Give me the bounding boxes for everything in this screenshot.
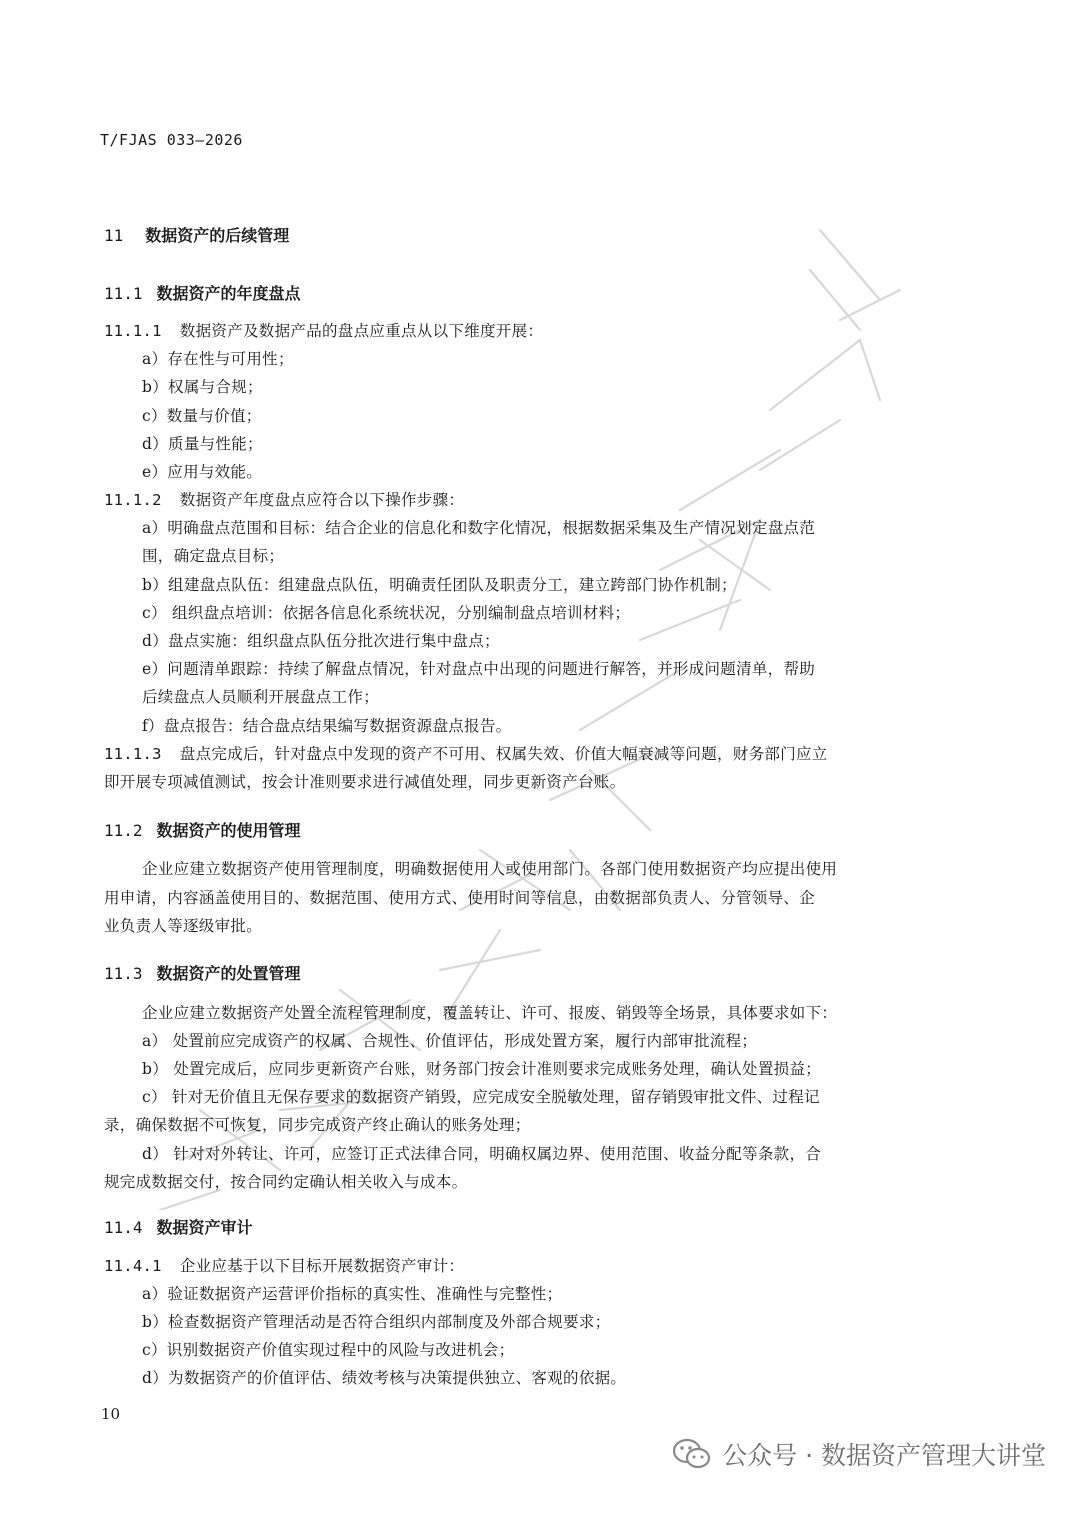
list-item: b）组建盘点队伍：组建盘点队伍，明确责任团队及职责分工，建立跨部门协作机制； [142, 576, 737, 594]
list-item: e）应用与效能。 [142, 463, 263, 481]
clause-lead: 数据资产年度盘点应符合以下操作步骤： [179, 491, 465, 509]
clause-11-1-2 [104, 487, 464, 514]
list-item: a） 处置前应完成资产的权属、合规性、价值评估，形成处置方案，履行内部审批流程； [142, 1032, 758, 1050]
clause-11-1-3 [104, 741, 828, 768]
clause-number: 11.1.2 [104, 491, 162, 509]
section-11-2-heading [104, 818, 301, 841]
section-11-1-heading [104, 281, 301, 304]
section-number: 11.4 [104, 1218, 143, 1237]
list-item: d）盘点实施：组织盘点队伍分批次进行集中盘点； [142, 632, 500, 650]
section-11-3-heading [104, 961, 301, 984]
footer-brand-text: 公众号 · 数据资产管理大讲堂 [722, 1441, 1046, 1470]
list-item-continued: 录，确保数据不可恢复，同步完成资产终止确认的账务处理； [104, 1116, 531, 1134]
section-title: 数据资产的年度盘点 [156, 284, 301, 303]
standard-code: T/FJAS 033—2026 [100, 131, 243, 149]
clause-11-1-1 [104, 318, 543, 345]
list-item: b）权属与合规； [142, 378, 263, 396]
footer-brand[interactable] [672, 1436, 1046, 1472]
section-title: 数据资产的使用管理 [156, 821, 301, 840]
clause-number: 11.1.3 [104, 745, 162, 763]
list-item: a）明确盘点范围和目标：结合企业的信息化和数字化情况，根据数据采集及生产情况划定盘点范 [142, 519, 816, 537]
list-item: d）为数据资产的价值评估、绩效考核与决策提供独立、客观的依据。 [142, 1369, 627, 1387]
page-number: 10 [101, 1405, 121, 1423]
section-title: 数据资产的处置管理 [156, 964, 301, 983]
list-item: c）识别数据资产价值实现过程中的风险与改进机会； [142, 1341, 515, 1359]
clause-lead: 企业应基于以下目标开展数据资产审计： [179, 1257, 465, 1275]
list-item-continued: 规完成数据交付，按合同约定确认相关收入与成本。 [104, 1173, 468, 1191]
clause-number: 11.1.1 [104, 322, 162, 340]
list-item: c） 针对无价值且无保存要求的数据资产销毁，应完成安全脱敏处理，留存销毁审批文件、过程记 [142, 1088, 820, 1106]
section-title: 数据资产审计 [156, 1218, 253, 1237]
section-number: 11.2 [104, 821, 143, 840]
wechat-icon [672, 1437, 712, 1471]
list-item: f）盘点报告：结合盘点结果编写数据资源盘点报告。 [142, 717, 512, 735]
list-item-continued: 围，确定盘点目标； [142, 547, 285, 565]
list-item: b） 处置完成后，应同步更新资产台账，财务部门按会计准则要求完成账务处理，确认处置损益； [142, 1060, 822, 1078]
list-item: c） 组织盘点培训：依据各信息化系统状况，分别编制盘点培训材料； [142, 604, 631, 622]
paragraph-line: 企业应建立数据资产处置全流程管理制度，覆盖转让、许可、报废、销毁等全场景，具体要求如下： [142, 1004, 838, 1022]
clause-number: 11.4.1 [104, 1257, 162, 1275]
list-item: e）问题清单跟踪：持续了解盘点情况，针对盘点中出现的问题进行解答，并形成问题清单，帮助 [142, 660, 816, 678]
section-title: 数据资产的后续管理 [145, 226, 290, 245]
list-item: d）质量与性能； [142, 435, 263, 453]
list-item: a）验证数据资产运营评价指标的真实性、准确性与完整性； [142, 1285, 563, 1303]
clause-text-continued: 即开展专项减值测试，按会计准则要求进行减值处理，同步更新资产台账。 [104, 773, 626, 791]
section-number: 11 [104, 226, 124, 245]
list-item: b）检查数据资产管理活动是否符合组织内部制度及外部合规要求； [142, 1313, 611, 1331]
clause-text: 盘点完成后，针对盘点中发现的资产不可用、权属失效、价值大幅衰减等问题，财务部门应立 [179, 745, 828, 763]
list-item: c）数量与价值； [142, 407, 262, 425]
paragraph-line: 用申请，内容涵盖使用目的、数据范围、使用方式、使用时间等信息，由数据部负责人、分管领导、企 [104, 889, 816, 907]
section-11-heading [104, 223, 289, 246]
list-item: a）存在性与可用性； [142, 350, 294, 368]
section-number: 11.3 [104, 964, 143, 983]
section-11-4-heading [104, 1215, 253, 1238]
list-item: d） 针对对外转让、许可，应签订正式法律合同，明确权属边界、使用范围、收益分配等条款，合 [142, 1145, 822, 1163]
clause-11-4-1 [104, 1253, 464, 1280]
clause-lead: 数据资产及数据产品的盘点应重点从以下维度开展： [179, 322, 544, 340]
section-number: 11.1 [104, 284, 143, 303]
paragraph-line: 业负责人等逐级审批。 [104, 917, 263, 935]
paragraph-line: 企业应建立数据资产使用管理制度，明确数据使用人或使用部门。各部门使用数据资产均应提出使用 [142, 860, 838, 878]
list-item-continued: 后续盘点人员顺利开展盘点工作； [142, 688, 380, 706]
